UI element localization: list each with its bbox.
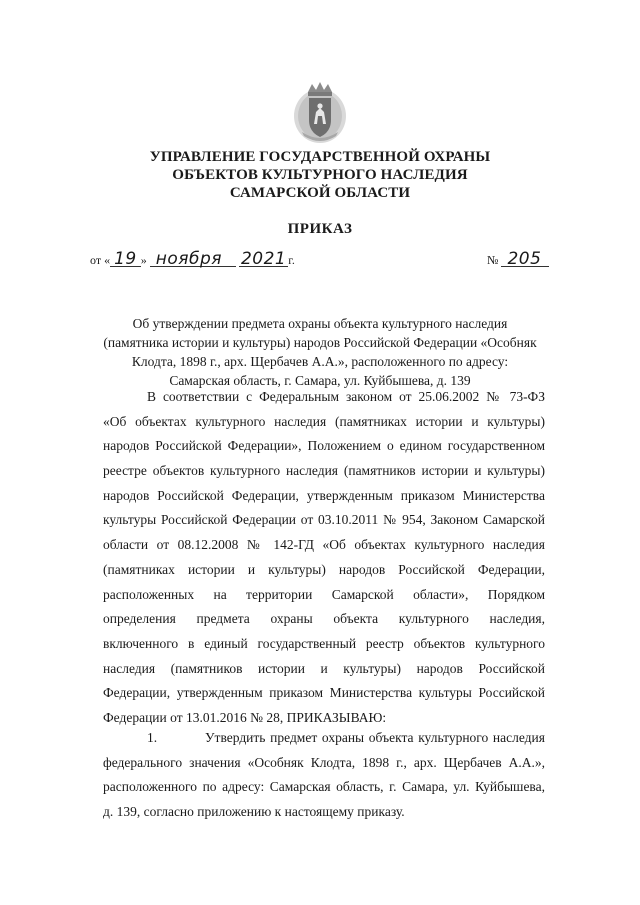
paragraph-line: расположенных на территории Самарской области», Порядком: [103, 586, 545, 602]
paragraph-line: федерального значения «Особняк Клодта, 1898 г., арх. Щербачев А.А.»,: [103, 754, 545, 770]
document-type-title: ПРИКАЗ: [287, 221, 353, 237]
subject-line: Об утверждении предмета охраны объекта культурного наследия: [132, 316, 508, 331]
paragraph-line: определения предмета охраны объекта культурного наследия,: [103, 611, 545, 627]
paragraph-line: области от 08.12.2008 № 142-ГД «Об объектах культурного наследия: [103, 537, 545, 553]
paragraph-line: В соответствии с Федеральным законом от 25.06.2002 № 73-ФЗ: [147, 389, 545, 404]
coat-of-arms-emblem: [292, 80, 348, 146]
date-quote-close: »: [140, 253, 147, 267]
item-number: 1.: [147, 730, 158, 745]
paragraph-line: реестре объектов культурного наследия (памятников истории и культуры): [103, 463, 545, 479]
paragraph-line: народов Российской Федерации, утвержденным приказом Министерства: [103, 487, 545, 503]
order-date: [90, 249, 295, 269]
order-number: [487, 249, 549, 269]
date-day: 19: [110, 252, 141, 267]
date-prefix: от «: [90, 253, 111, 267]
subject-line: Самарская область, г. Самара, ул. Куйбышева, д. 139: [169, 373, 471, 388]
paragraph-line: культуры Российской Федерации от 03.10.2011 № 954, Законом Самарской: [103, 512, 545, 528]
paragraph-line: включенного в единый государственный реестр объектов культурного: [103, 635, 545, 651]
paragraph-line: расположенного по адресу: Самарская область, г. Самара, ул. Куйбышева,: [103, 779, 545, 795]
paragraph-line: Федерации от 13.01.2016 № 28, ПРИКАЗЫВАЮ:: [103, 709, 387, 725]
paragraph-line: «Об объектах культурного наследия (памятниках истории и культуры): [103, 413, 545, 429]
paragraph-line: народов Российской Федерации», Положением о едином государственном: [103, 438, 545, 454]
paragraph-line: Федерации, утвержденным приказом Министерства культуры Российской: [103, 685, 545, 701]
organization-name-line-1: УПРАВЛЕНИЕ ГОСУДАРСТВЕННОЙ ОХРАНЫ: [149, 149, 491, 165]
order-subject: [90, 314, 550, 390]
date-year: 2021: [240, 249, 287, 269]
paragraph-line: [103, 726, 545, 751]
organization-name-line-3: САМАРСКОЙ ОБЛАСТИ: [229, 185, 411, 201]
date-month: ноября: [150, 252, 236, 267]
subject-line: Клодта, 1898 г., арх. Щербачев А.А.», расположенного по адресу:: [131, 354, 509, 369]
paragraph-line: д. 139, согласно приложению к настоящему приказу.: [103, 804, 405, 820]
number-sign: №: [487, 253, 499, 267]
subject-line: (памятника истории и культуры) народов Российской Федерации «Особняк: [103, 335, 537, 350]
date-suffix: г.: [288, 253, 295, 267]
number-value: 205: [501, 252, 549, 267]
item-text: Утвердить предмет охраны объекта культурного наследия: [205, 730, 545, 745]
order-item-1: [103, 726, 545, 825]
organization-name-line-2: ОБЪЕКТОВ КУЛЬТУРНОГО НАСЛЕДИЯ: [172, 167, 468, 183]
paragraph-line: (памятниках истории и культуры) народов Российской Федерации,: [103, 561, 545, 577]
preamble-paragraph: [103, 385, 545, 731]
paragraph-line: наследия (памятников истории и культуры) народов Российской: [103, 660, 545, 676]
